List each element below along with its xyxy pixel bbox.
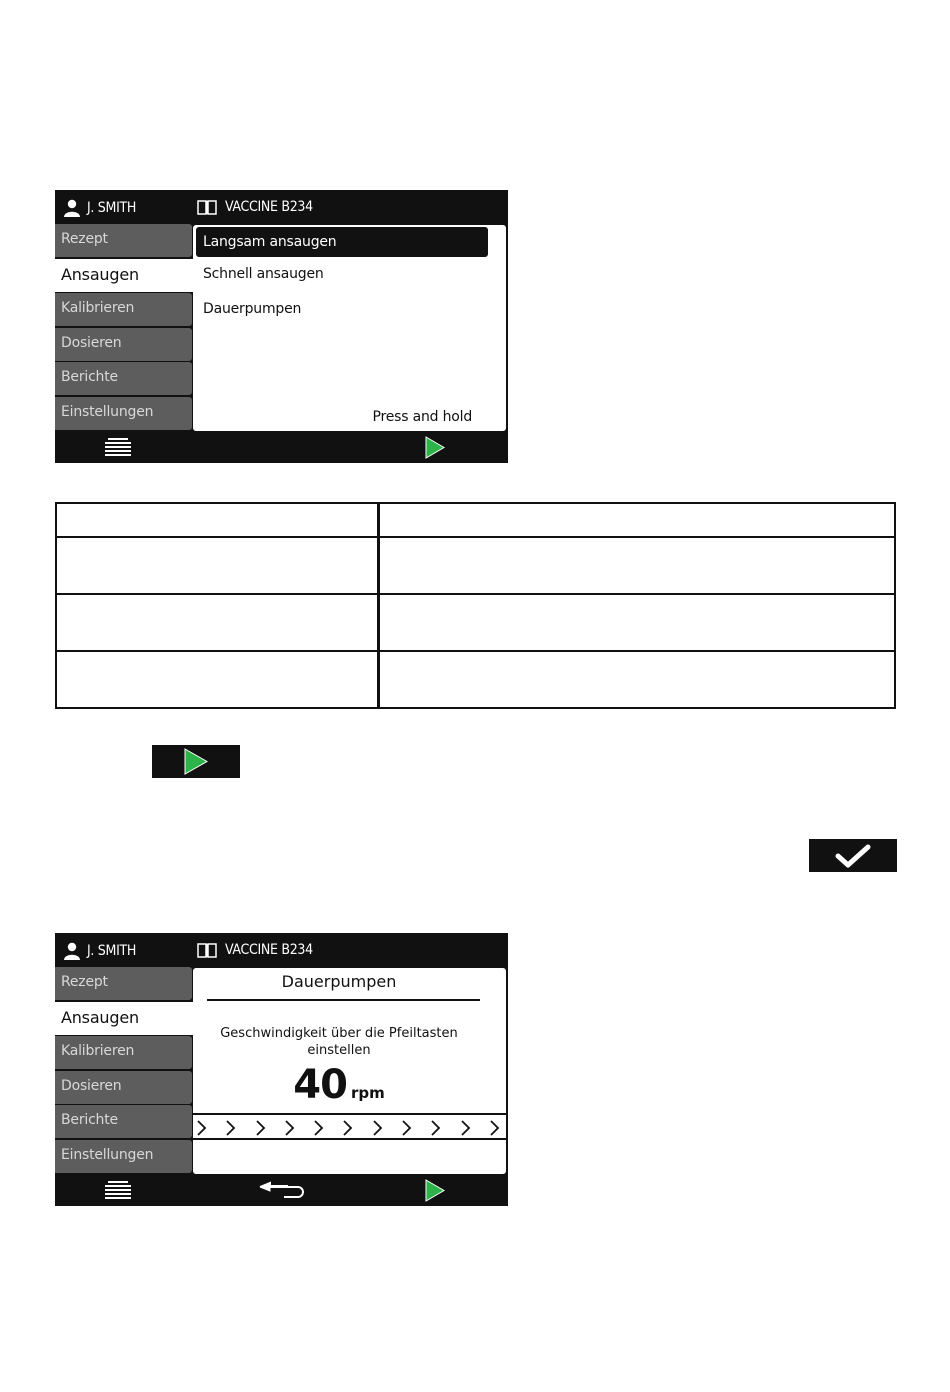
chevron-right-icon <box>488 1119 500 1137</box>
table-cell <box>56 503 379 537</box>
table-cell <box>56 594 379 651</box>
back-button[interactable] <box>257 1178 307 1202</box>
table-row <box>56 503 895 537</box>
recipe-indicator <box>197 942 313 958</box>
content-panel <box>193 968 506 1174</box>
page-title: Dauerpumpen <box>281 972 397 991</box>
recipe-name: VACCINE B234 <box>225 199 313 215</box>
table-row <box>56 651 895 708</box>
user-indicator <box>63 199 136 217</box>
chevron-right-icon <box>283 1119 295 1137</box>
recipe-indicator <box>197 199 313 215</box>
user-indicator <box>63 942 136 960</box>
content-panel <box>193 225 506 431</box>
speed-readout <box>193 1062 485 1108</box>
description-table <box>55 502 896 709</box>
speed-unit: rpm <box>350 1084 385 1102</box>
back-arrow-icon <box>258 1181 306 1199</box>
play-icon <box>425 1179 445 1202</box>
user-icon <box>63 942 81 960</box>
menu-item-langsam-ansaugen[interactable]: Langsam ansaugen <box>196 227 488 257</box>
table-row <box>56 594 895 651</box>
nav-item-einstellungen[interactable]: Einstellungen <box>55 1140 192 1173</box>
user-icon <box>63 199 81 217</box>
speed-value: 40 <box>293 1062 347 1108</box>
status-bar <box>55 190 508 224</box>
menu-item-schnell-ansaugen[interactable]: Schnell ansaugen <box>203 266 324 282</box>
table-cell <box>379 503 896 537</box>
nav-item-rezept[interactable]: Rezept <box>55 967 192 1000</box>
table-cell <box>56 537 379 594</box>
nav-item-berichte[interactable]: Berichte <box>55 362 192 395</box>
chevron-right-icon <box>312 1119 324 1137</box>
chevron-right-icon <box>400 1119 412 1137</box>
divider <box>193 1113 506 1115</box>
title-divider <box>207 999 480 1001</box>
nav-item-rezept[interactable]: Rezept <box>55 224 192 257</box>
device-screen-menu <box>55 190 508 463</box>
menu-button[interactable] <box>103 435 133 459</box>
nav-item-einstellungen[interactable]: Einstellungen <box>55 397 192 430</box>
play-icon <box>184 748 208 775</box>
table-row <box>56 537 895 594</box>
chevron-right-icon <box>341 1119 353 1137</box>
chevron-right-icon <box>429 1119 441 1137</box>
table-cell <box>56 651 379 708</box>
chevron-right-icon <box>254 1119 266 1137</box>
table-cell <box>379 651 896 708</box>
user-name: J. SMITH <box>87 943 137 959</box>
play-icon <box>425 436 445 459</box>
table-cell <box>379 537 896 594</box>
menu-button[interactable] <box>103 1178 133 1202</box>
softkey-bar <box>55 1174 508 1206</box>
nav-item-kalibrieren[interactable]: Kalibrieren <box>55 293 192 326</box>
nav-item-berichte[interactable]: Berichte <box>55 1105 192 1138</box>
table-cell <box>379 594 896 651</box>
confirm-key-chip <box>809 839 897 872</box>
check-icon <box>835 844 871 868</box>
user-name: J. SMITH <box>87 200 137 216</box>
menu-lines-icon <box>105 1180 131 1200</box>
nav-item-ansaugen[interactable]: Ansaugen <box>55 1002 195 1035</box>
chevron-right-icon <box>459 1119 471 1137</box>
press-and-hold-hint: Press and hold <box>372 409 472 425</box>
status-bar <box>55 933 508 967</box>
softkey-bar <box>55 431 508 463</box>
device-screen-continuous-pump <box>55 933 508 1206</box>
menu-lines-icon <box>105 437 131 457</box>
nav-item-dosieren[interactable]: Dosieren <box>55 1071 192 1104</box>
recipe-name: VACCINE B234 <box>225 942 313 958</box>
nav-item-ansaugen[interactable]: Ansaugen <box>55 259 195 292</box>
chevron-right-icon <box>224 1119 236 1137</box>
chevron-right-icon <box>195 1119 207 1137</box>
menu-item-dauerpumpen[interactable]: Dauerpumpen <box>203 301 302 317</box>
chevron-right-icon <box>371 1119 383 1137</box>
book-icon <box>197 943 217 958</box>
start-button[interactable] <box>423 1178 447 1202</box>
speed-chevron-scale[interactable] <box>195 1119 500 1137</box>
divider <box>193 1138 506 1140</box>
start-button[interactable] <box>423 435 447 459</box>
nav-item-kalibrieren[interactable]: Kalibrieren <box>55 1036 192 1069</box>
instruction-text: Geschwindigkeit über die Pfeiltasten einstellen <box>220 1026 458 1058</box>
play-key-chip <box>152 745 240 778</box>
book-icon <box>197 200 217 215</box>
nav-item-dosieren[interactable]: Dosieren <box>55 328 192 361</box>
